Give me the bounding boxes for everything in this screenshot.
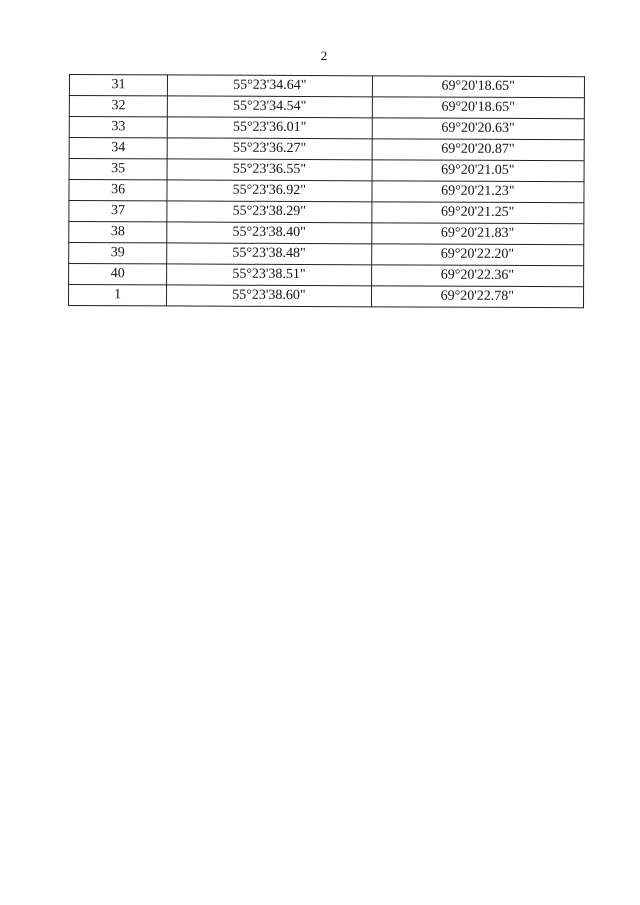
latitude-cell: 55°23'38.29"	[167, 201, 371, 223]
table-row	[69, 75, 584, 98]
point-number-cell: 1	[68, 285, 166, 306]
longitude-cell: 69°20'18.65"	[372, 76, 585, 98]
table-row	[69, 180, 584, 203]
point-number-cell: 38	[69, 222, 167, 243]
table-row	[69, 201, 584, 224]
point-number-cell: 32	[69, 96, 167, 117]
longitude-cell: 69°20'20.63"	[372, 118, 585, 140]
table-row	[69, 222, 584, 245]
latitude-cell: 55°23'38.48"	[167, 243, 371, 265]
point-number-cell: 36	[69, 180, 167, 201]
latitude-cell: 55°23'38.51"	[167, 264, 371, 286]
point-number-cell: 34	[69, 138, 167, 159]
point-number-cell: 31	[69, 75, 167, 96]
longitude-cell: 69°20'18.65"	[372, 97, 585, 119]
table-row	[69, 138, 584, 161]
table-row	[69, 264, 584, 287]
latitude-cell: 55°23'38.40"	[167, 222, 371, 244]
latitude-cell: 55°23'36.01"	[167, 117, 371, 139]
longitude-cell: 69°20'20.87"	[372, 139, 585, 161]
latitude-cell: 55°23'36.27"	[167, 138, 371, 160]
point-number-cell: 35	[69, 159, 167, 180]
page-number: 2	[320, 48, 328, 63]
latitude-cell: 55°23'36.55"	[167, 159, 371, 181]
table-row	[69, 117, 584, 140]
table-row	[69, 159, 584, 182]
longitude-cell: 69°20'21.25"	[371, 202, 584, 224]
point-number-cell: 33	[69, 117, 167, 138]
coordinates-table-body	[68, 75, 584, 308]
longitude-cell: 69°20'21.23"	[372, 181, 585, 203]
point-number-cell: 39	[69, 243, 167, 264]
point-number-cell: 40	[69, 264, 167, 285]
longitude-cell: 69°20'21.83"	[371, 223, 584, 245]
point-number-cell: 37	[69, 201, 167, 222]
longitude-cell: 69°20'22.20"	[371, 244, 584, 266]
longitude-cell: 69°20'21.05"	[372, 160, 585, 182]
latitude-cell: 55°23'36.92"	[167, 180, 371, 202]
longitude-cell: 69°20'22.36"	[371, 265, 584, 287]
table-row	[68, 285, 583, 308]
latitude-cell: 55°23'34.64"	[168, 75, 372, 97]
latitude-cell: 55°23'34.54"	[168, 96, 372, 118]
table-row	[69, 243, 584, 266]
latitude-cell: 55°23'38.60"	[167, 285, 371, 307]
coordinates-table	[68, 74, 585, 308]
longitude-cell: 69°20'22.78"	[371, 286, 584, 308]
table-row	[69, 96, 584, 119]
